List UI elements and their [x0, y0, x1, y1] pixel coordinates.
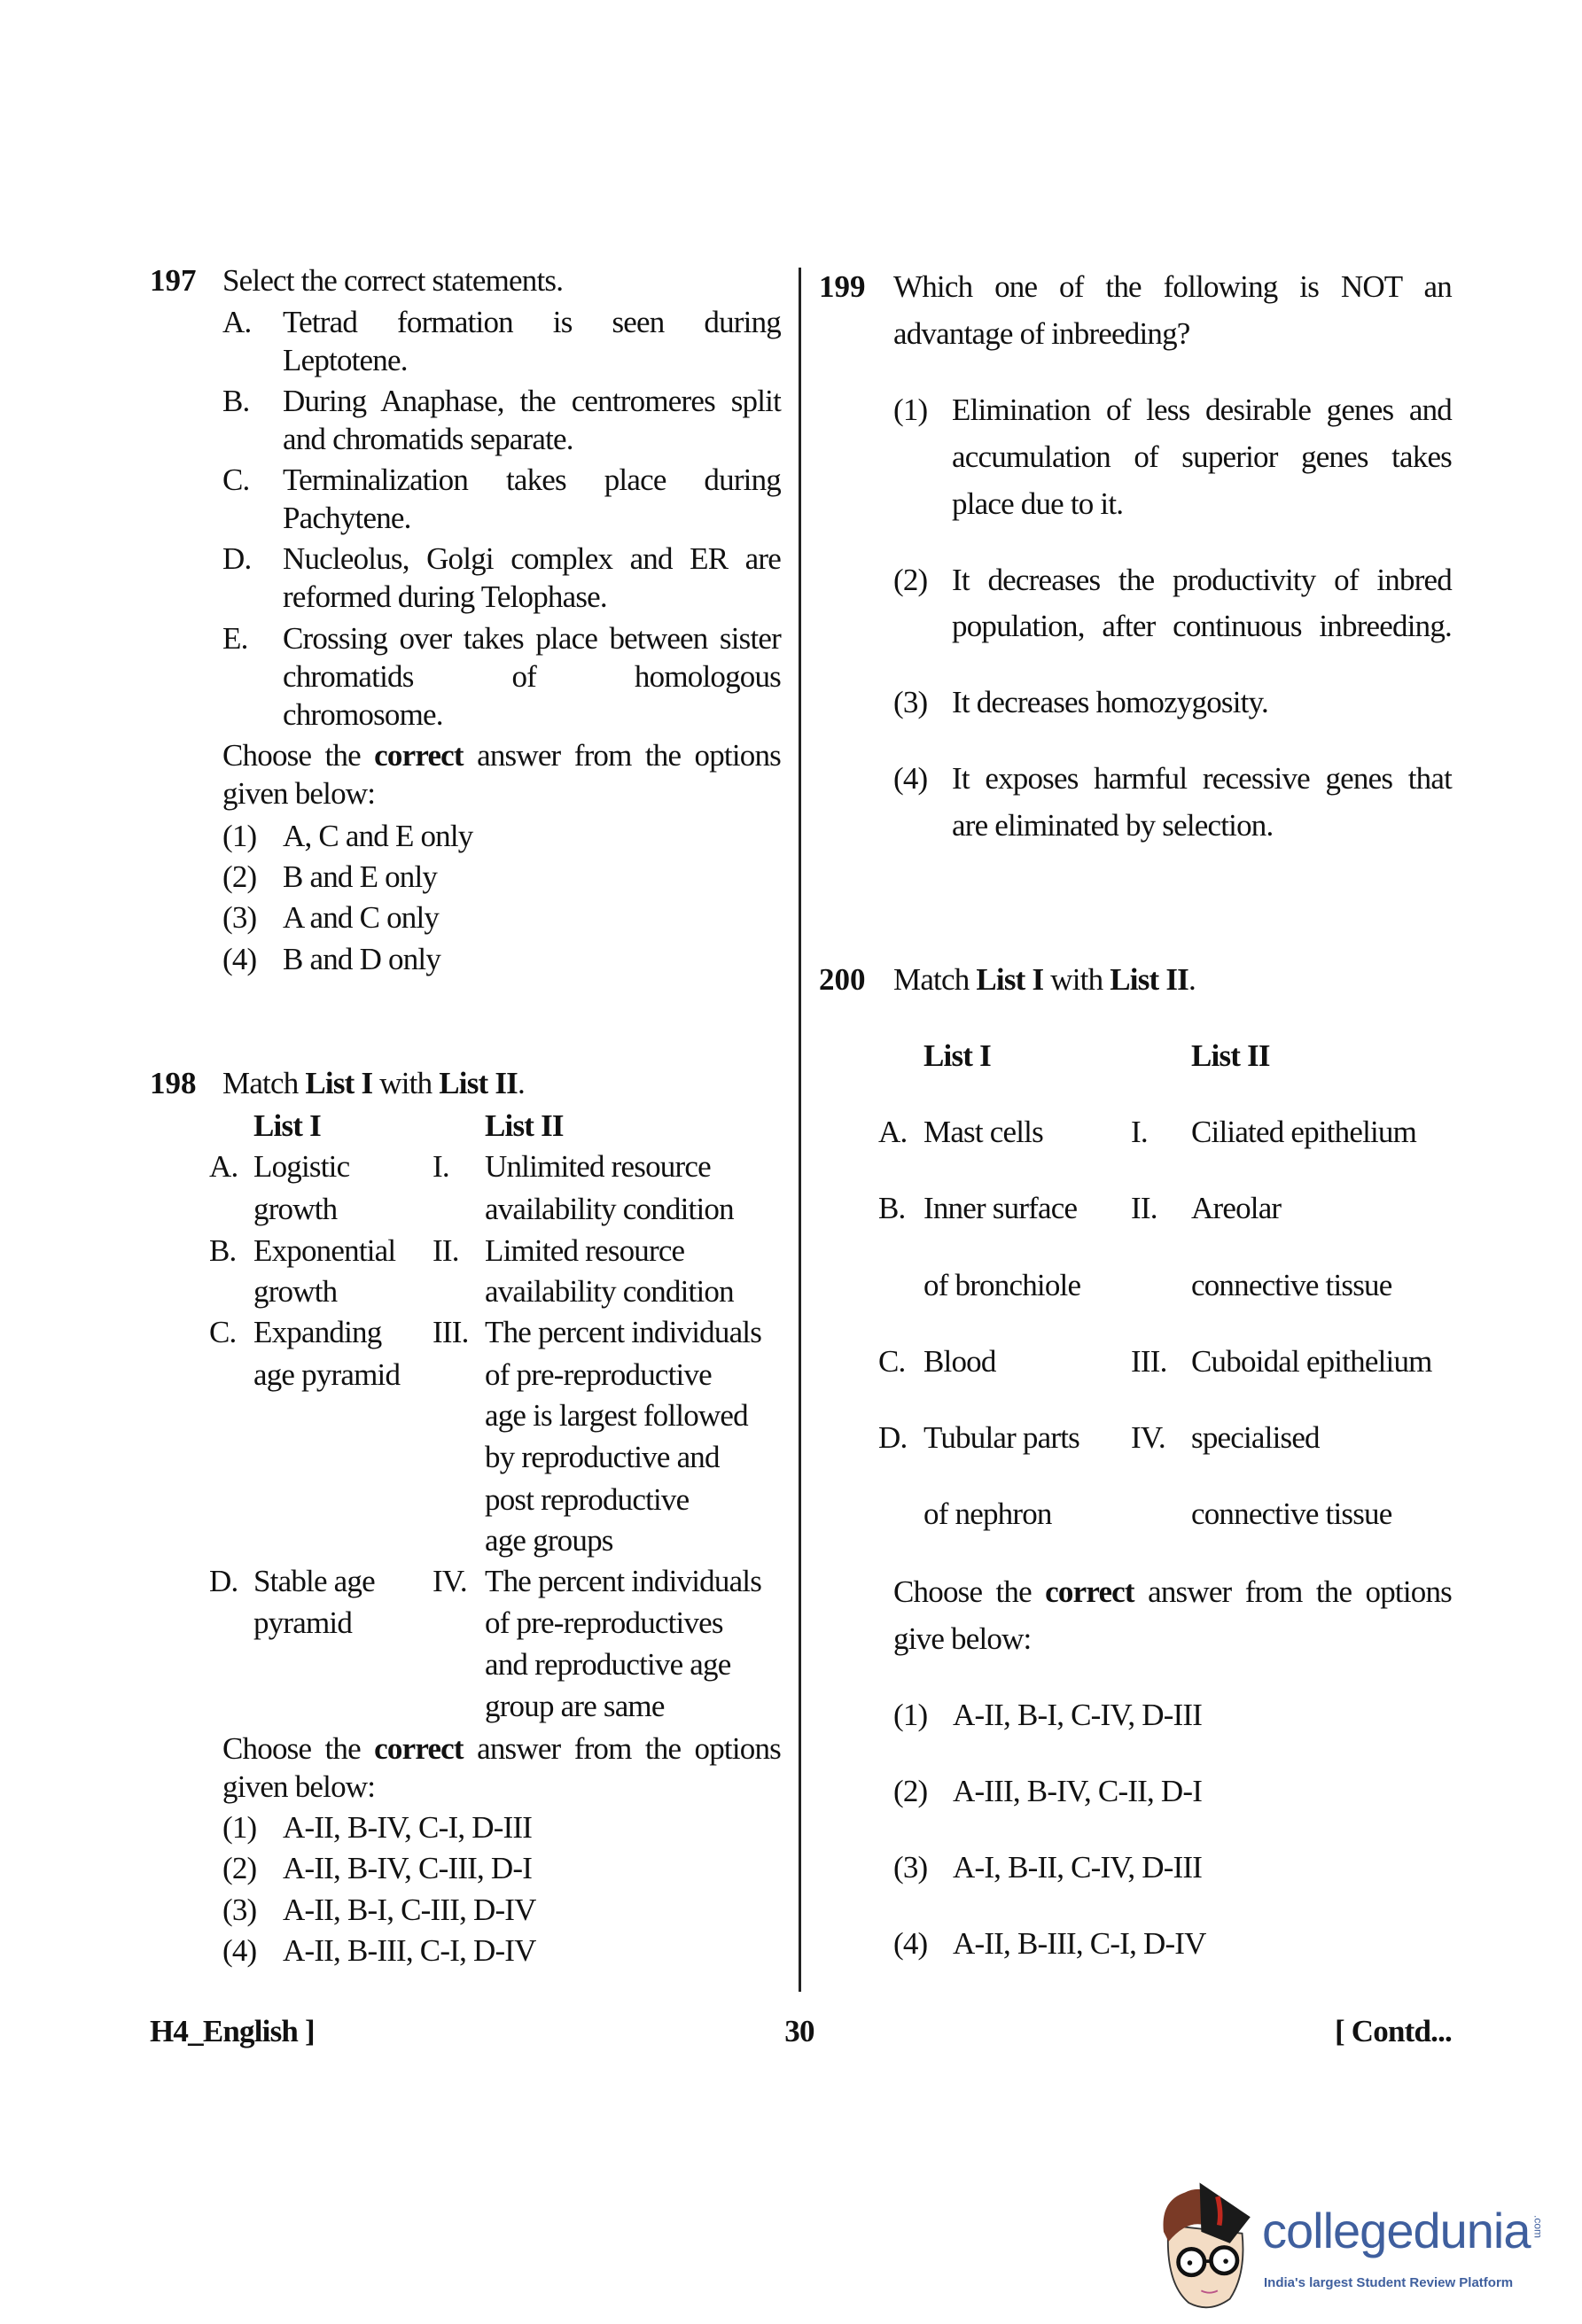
statement-text: chromosome. [283, 697, 443, 732]
row-label: C. [209, 1315, 237, 1349]
instruction [893, 1572, 1452, 1613]
option-label: (1) [222, 1810, 257, 1845]
instruction-emphasis: correct [374, 738, 464, 773]
option-text: accumulation of superior genes takes [952, 439, 1452, 474]
list1-item: of nephron [923, 1496, 1052, 1531]
row-label: B. [209, 1233, 237, 1268]
list1-item: Expanding [253, 1315, 382, 1349]
instruction-line2: given below: [222, 776, 376, 811]
option-label: (2) [893, 563, 928, 597]
list2-item: The percent individuals [485, 1315, 762, 1349]
list2-header: List II [1191, 1038, 1270, 1073]
option-label: (3) [893, 685, 928, 719]
option-3[interactable]: A-II, B-I, C-III, D-IV [283, 1893, 536, 1927]
list1-header: List I [923, 1038, 991, 1073]
stem-text: Match [893, 962, 977, 997]
option-label: (1) [222, 819, 257, 853]
list2-item: of pre-reproductive [485, 1357, 712, 1392]
list2-header: List II [485, 1108, 564, 1143]
option-2[interactable]: A-III, B-IV, C-II, D-I [953, 1774, 1203, 1808]
statement-label: B. [222, 384, 250, 418]
list2-item: availability condition [485, 1274, 734, 1309]
row-label: A. [878, 1115, 908, 1149]
list2-item: The percent individuals [485, 1564, 762, 1598]
list1-item: pyramid [253, 1605, 353, 1640]
option-label: (4) [893, 1926, 928, 1961]
option-label: (2) [893, 1774, 928, 1808]
statement-text: Tetrad formation is seen during [283, 305, 781, 339]
option-label: (3) [222, 1893, 257, 1927]
option-label: (2) [222, 1851, 257, 1885]
list1-item: of bronchiole [923, 1268, 1081, 1302]
mascot-icon [1152, 2162, 1259, 2321]
list2-item: Unlimited resource [485, 1149, 711, 1184]
statement-text: Nucleolus, Golgi complex and ER are [283, 541, 781, 576]
instruction-text: answer from the options [1134, 1574, 1452, 1609]
option-4[interactable]: B and D only [283, 942, 441, 976]
statement-text: and chromatids separate. [283, 422, 573, 456]
list2-item: connective tissue [1191, 1268, 1392, 1302]
instruction-line2: given below: [222, 1769, 376, 1804]
instruction-emphasis: correct [1045, 1574, 1134, 1609]
question-number: 199 [819, 269, 866, 304]
list1-item: growth [253, 1192, 338, 1226]
page-number: 30 [784, 2014, 814, 2048]
question-stem [222, 1063, 525, 1104]
option-text: Elimination of less desirable genes and [952, 393, 1452, 427]
option-text: place due to it. [952, 486, 1124, 521]
stem-text: . [517, 1066, 525, 1100]
column-divider [799, 268, 801, 1992]
continued-label: [ Contd... [1334, 2014, 1452, 2048]
statement-label: D. [222, 541, 252, 576]
statement-label: A. [222, 305, 252, 339]
row-label: C. [878, 1344, 906, 1379]
list2-item: post reproductive [485, 1482, 690, 1517]
list2-item: availability condition [485, 1192, 734, 1226]
question-stem: Which one of the following is NOT an [893, 269, 1452, 304]
list2-item: and reproductive age [485, 1647, 731, 1682]
option-1[interactable]: A, C and E only [283, 819, 473, 853]
question-number: 197 [150, 263, 197, 298]
statement-text: During Anaphase, the centromeres split [283, 384, 781, 418]
list2-item: specialised [1191, 1420, 1320, 1455]
row-label: D. [878, 1420, 908, 1455]
list1-item: Mast cells [923, 1115, 1043, 1149]
instruction [222, 1729, 781, 1769]
list1-item: Inner surface [923, 1191, 1078, 1225]
statement-text: Leptotene. [283, 343, 408, 377]
option-4[interactable]: A-II, B-III, C-I, D-IV [953, 1926, 1206, 1961]
option-label: (4) [893, 761, 928, 796]
option-1[interactable]: A-II, B-I, C-IV, D-III [953, 1698, 1203, 1732]
option-3[interactable]: A-I, B-II, C-IV, D-III [953, 1850, 1203, 1885]
option-2[interactable]: A-II, B-IV, C-III, D-I [283, 1851, 533, 1885]
option-3[interactable]: It decreases homozygosity. [952, 685, 1268, 719]
logo-wordmark: collegedunia [1262, 2203, 1531, 2258]
option-3[interactable]: A and C only [283, 900, 440, 935]
option-label: (1) [893, 1698, 928, 1732]
instruction-text: Choose the [222, 738, 375, 773]
instruction [222, 735, 781, 776]
instruction-emphasis: correct [374, 1731, 464, 1766]
statement-text: Crossing over takes place between sister [283, 621, 781, 656]
instruction-text: answer from the options [463, 1731, 781, 1766]
logo-suffix: .com [1531, 2215, 1545, 2239]
paper-code: H4_English ] [150, 2014, 315, 2048]
stem-emphasis: List II [1110, 962, 1188, 997]
question-stem: Select the correct statements. [222, 263, 564, 298]
stem-emphasis: List II [439, 1066, 518, 1100]
list2-item: Ciliated epithelium [1191, 1115, 1417, 1149]
option-label: (2) [222, 859, 257, 894]
collegedunia-logo [1152, 2162, 1582, 2321]
stem-text: . [1188, 962, 1196, 997]
list1-item: Exponential [253, 1233, 396, 1268]
option-1[interactable]: A-II, B-IV, C-I, D-III [283, 1810, 533, 1845]
stem-text: with [372, 1066, 440, 1100]
logo-heading [1262, 2199, 1543, 2263]
option-4[interactable]: A-II, B-III, C-I, D-IV [283, 1933, 536, 1968]
list2-item: age is largest followed [485, 1398, 748, 1433]
roman-label: II. [1131, 1191, 1157, 1225]
list2-item: connective tissue [1191, 1496, 1392, 1531]
option-text: are eliminated by selection. [952, 808, 1274, 843]
question-stem: advantage of inbreeding? [893, 316, 1190, 351]
statement-text: Terminalization takes place during [283, 462, 781, 497]
roman-label: IV. [433, 1564, 467, 1598]
logo-tagline: India's largest Student Review Platform [1264, 2275, 1514, 2290]
roman-label: I. [1131, 1115, 1148, 1149]
option-label: (3) [222, 900, 257, 935]
option-label: (3) [893, 1850, 928, 1885]
instruction-text: answer from the options [463, 738, 781, 773]
option-2[interactable]: B and E only [283, 859, 438, 894]
option-text: population, after continuous inbreeding. [952, 609, 1452, 643]
list1-item: age pyramid [253, 1357, 401, 1392]
list2-item: Limited resource [485, 1233, 685, 1268]
list2-item: age groups [485, 1523, 613, 1558]
statement-label: C. [222, 462, 250, 497]
statement-text: Pachytene. [283, 501, 411, 535]
list1-item: Tubular parts [923, 1420, 1079, 1455]
roman-label: I. [433, 1149, 449, 1184]
option-text: It decreases the productivity of inbred [952, 563, 1452, 597]
list2-item: group are same [485, 1689, 665, 1723]
list1-item: Blood [923, 1344, 996, 1379]
roman-label: IV. [1131, 1420, 1165, 1455]
option-label: (1) [893, 393, 928, 427]
statement-text: chromatids of homologous [283, 659, 781, 694]
roman-label: III. [433, 1315, 469, 1349]
option-label: (4) [222, 942, 257, 976]
option-label: (4) [222, 1933, 257, 1968]
statement-text: reformed during Telophase. [283, 579, 607, 614]
statement-label: E. [222, 621, 248, 656]
list1-item: Stable age [253, 1564, 375, 1598]
stem-emphasis: List I [976, 962, 1044, 997]
roman-label: III. [1131, 1344, 1167, 1379]
roman-label: II. [433, 1233, 459, 1268]
row-label: B. [878, 1191, 906, 1225]
list2-item: by reproductive and [485, 1440, 720, 1474]
question-stem [893, 960, 1196, 1000]
list2-item: Cuboidal epithelium [1191, 1344, 1432, 1379]
list2-item: of pre-reproductives [485, 1605, 723, 1640]
question-number: 200 [819, 962, 866, 997]
stem-text: with [1043, 962, 1111, 997]
instruction-text: Choose the [222, 1731, 375, 1766]
instruction-text: Choose the [893, 1574, 1046, 1609]
row-label: D. [209, 1564, 238, 1598]
list1-item: Logistic [253, 1149, 350, 1184]
list2-item: Areolar [1191, 1191, 1282, 1225]
instruction-line2: give below: [893, 1621, 1032, 1656]
question-number: 198 [150, 1066, 197, 1100]
option-text: It exposes harmful recessive genes that [952, 761, 1452, 796]
stem-emphasis: List I [305, 1066, 373, 1100]
row-label: A. [209, 1149, 238, 1184]
list1-item: growth [253, 1274, 338, 1309]
stem-text: Match [222, 1066, 306, 1100]
list1-header: List I [253, 1108, 321, 1143]
